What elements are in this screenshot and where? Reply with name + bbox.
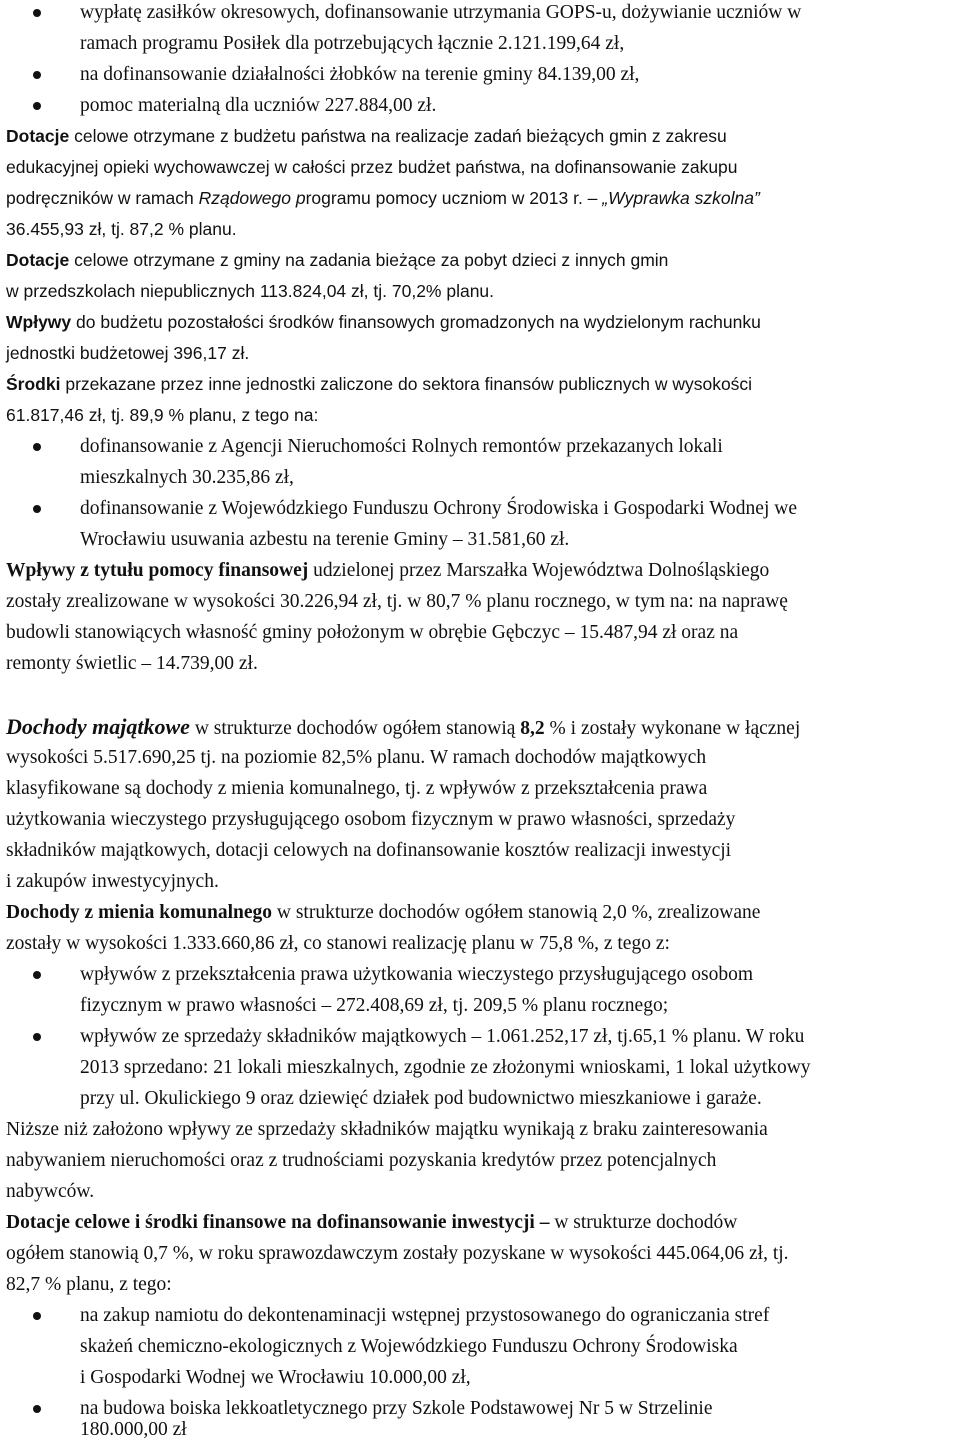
bold-term: Wpływy <box>6 312 72 332</box>
bold-term: Dochody z mienia komunalnego <box>6 902 272 923</box>
paragraph-line: klasyfikowane są dochody z mienia komunalnego, tj. z wpływów z przekształcenia prawa <box>6 778 708 799</box>
paragraph-line: zostały zrealizowane w wysokości 30.226,94 zł, tj. w 80,7 % planu rocznego, w tym na: na naprawę <box>6 591 788 612</box>
line-text: w strukturze dochodów ogółem stanowią <box>189 718 521 739</box>
line-text: rogramu pomocy uczniom w 2013 r. – <box>305 188 603 208</box>
bold-value: 8,2 <box>520 718 545 739</box>
paragraph-line <box>6 245 668 276</box>
bullet-marker <box>33 971 41 979</box>
italic-text: Rządowego p <box>198 188 306 208</box>
bullet-marker <box>33 71 41 79</box>
paragraph-line: dofinansowanie z Wojewódzkiego Funduszu Ochrony Środowiska i Gospodarki Wodnej we <box>80 498 797 519</box>
paragraph-line <box>6 369 752 400</box>
paragraph-line: nabywaniem nieruchomości oraz z trudnościami pozyskania kredytów przez potencjalnych <box>6 1150 717 1171</box>
section-heading: Dochody majątkowe <box>6 714 190 739</box>
line-text: celowe otrzymane z gminy na zadania bieżące za pobyt dzieci z innych gmin <box>69 250 669 270</box>
paragraph-line: Niższe niż założono wpływy ze sprzedaży składników majątku wynikają z braku zainteresowania <box>6 1119 768 1140</box>
paragraph-line: 61.817,46 zł, tj. 89,9 % planu, z tego na: <box>6 405 319 425</box>
bold-term: Środki <box>6 374 61 394</box>
paragraph-line: zostały w wysokości 1.333.660,86 zł, co stanowi realizację planu w 75,8 %, z tego z: <box>6 933 670 954</box>
bold-term: Dotacje <box>6 250 70 270</box>
paragraph-line: składników majątkowych, dotacji celowych na dofinansowanie kosztów realizacji inwestycji <box>6 840 732 861</box>
paragraph-line <box>6 183 760 214</box>
paragraph-line: Wrocławiu usuwania azbestu na terenie Gminy – 31.581,60 zł. <box>80 529 570 550</box>
paragraph-line: na dofinansowanie działalności żłobków na terenie gminy 84.139,00 zł, <box>80 64 640 85</box>
paragraph-line: ogółem stanowią 0,7 %, w roku sprawozdawczym zostały pozyskane w wysokości 445.064,06 zł, tj. <box>6 1243 789 1264</box>
paragraph-line: mieszkalnych 30.235,86 zł, <box>80 467 294 488</box>
paragraph-line: fizycznym w prawo własności – 272.408,69 zł, tj. 209,5 % planu rocznego; <box>80 995 669 1016</box>
paragraph-line: wpływów z przekształcenia prawa użytkowania wieczystego przysługującego osobom <box>80 964 754 985</box>
paragraph-line: pomoc materialną dla uczniów 227.884,00 zł. <box>80 95 437 116</box>
paragraph-line <box>6 121 727 152</box>
line-text: w strukturze dochodów <box>549 1212 738 1233</box>
line-text: celowe otrzymane z budżetu państwa na realizacje zadań bieżących gmin z zakresu <box>69 126 727 146</box>
line-text: udzielonej przez Marszałka Województwa Dolnośląskiego <box>308 560 770 581</box>
paragraph-line: na budowa boiska lekkoatletycznego przy Szkole Podstawowej Nr 5 w Strzelinie <box>80 1398 713 1419</box>
paragraph-line <box>6 307 761 338</box>
paragraph-line: 2013 sprzedano: 21 lokali mieszkalnych, zgodnie ze złożonymi wnioskami, 1 lokal użytkowy <box>80 1057 811 1078</box>
paragraph-line <box>6 1207 737 1238</box>
paragraph-line: na zakup namiotu do dekontenaminacji wstępnej przystosowanego do ograniczania stref <box>80 1305 770 1326</box>
paragraph-line: wpływów ze sprzedaży składników majątkowych – 1.061.252,17 zł, tj.65,1 % planu. W roku <box>80 1026 805 1047</box>
paragraph-line <box>6 555 769 586</box>
paragraph-line <box>6 897 760 928</box>
paragraph-line: remonty świetlic – 14.739,00 zł. <box>6 653 258 674</box>
paragraph-line: skażeń chemiczno-ekologicznych z Wojewódzkiego Funduszu Ochrony Środowiska <box>80 1336 738 1357</box>
paragraph-line: i zakupów inwestycyjnych. <box>6 871 219 892</box>
line-text: % i zostały wykonane w łącznej <box>544 718 801 739</box>
italic-text: „Wyprawka szkolna” <box>602 188 760 208</box>
bullet-marker <box>33 1033 41 1041</box>
paragraph-line: jednostki budżetowej 396,17 zł. <box>6 343 250 363</box>
bullet-marker <box>33 443 41 451</box>
bullet-marker <box>33 1312 41 1320</box>
bullet-marker <box>33 505 41 513</box>
paragraph-line: użytkowania wieczystego przysługującego osobom fizycznym w prawo własności, sprzedaży <box>6 809 736 830</box>
paragraph-line: w przedszkolach niepublicznych 113.824,04 zł, tj. 70,2% planu. <box>6 281 495 301</box>
bold-term: Dotacje <box>6 126 70 146</box>
bullet-marker <box>33 102 41 110</box>
paragraph-line: dofinansowanie z Agencji Nieruchomości Rolnych remontów przekazanych lokali <box>80 436 723 457</box>
line-text: podręczników w ramach <box>6 188 199 208</box>
paragraph-line: wypłatę zasiłków okresowych, dofinansowanie utrzymania GOPS-u, dożywianie uczniów w <box>80 2 802 23</box>
bullet-marker <box>33 9 41 17</box>
paragraph-line: 82,7 % planu, z tego: <box>6 1274 172 1295</box>
bold-term: Wpływy z tytułu pomocy finansowej <box>6 560 309 581</box>
paragraph-line: nabywców. <box>6 1181 95 1202</box>
line-text: w strukturze dochodów ogółem stanowią 2,0 %, zrealizowane <box>271 902 761 923</box>
bullet-marker <box>33 1405 41 1413</box>
paragraph-line: 36.455,93 zł, tj. 87,2 % planu. <box>6 219 237 239</box>
paragraph-line: wysokości 5.517.690,25 tj. na poziomie 82,5% planu. W ramach dochodów majątkowych <box>6 747 707 768</box>
paragraph-line: przy ul. Okulickiego 9 oraz dziewięć działek pod budownictwo mieszkaniowe i garaże. <box>80 1088 762 1109</box>
paragraph-line: edukacyjnej opieki wychowawczej w całości przez budżet państwa, na dofinansowanie zakupu <box>6 157 738 177</box>
paragraph-line: budowli stanowiących własność gminy położonym w obrębie Gębczyc – 15.487,94 zł oraz na <box>6 622 739 643</box>
line-text: do budżetu pozostałości środków finansowych gromadzonych na wydzielonym rachunku <box>71 312 761 332</box>
line-text: przekazane przez inne jednostki zaliczone do sektora finansów publicznych w wysokości <box>60 374 753 394</box>
paragraph-line: ramach programu Posiłek dla potrzebujących łącznie 2.121.199,64 zł, <box>80 33 625 54</box>
paragraph-line: i Gospodarki Wodnej we Wrocławiu 10.000,00 zł, <box>80 1367 471 1388</box>
section-heading-line <box>6 711 800 744</box>
bold-term: Dotacje celowe i środki finansowe na dofinansowanie inwestycji – <box>6 1212 550 1233</box>
paragraph-line: 180.000,00 zł <box>80 1419 187 1440</box>
